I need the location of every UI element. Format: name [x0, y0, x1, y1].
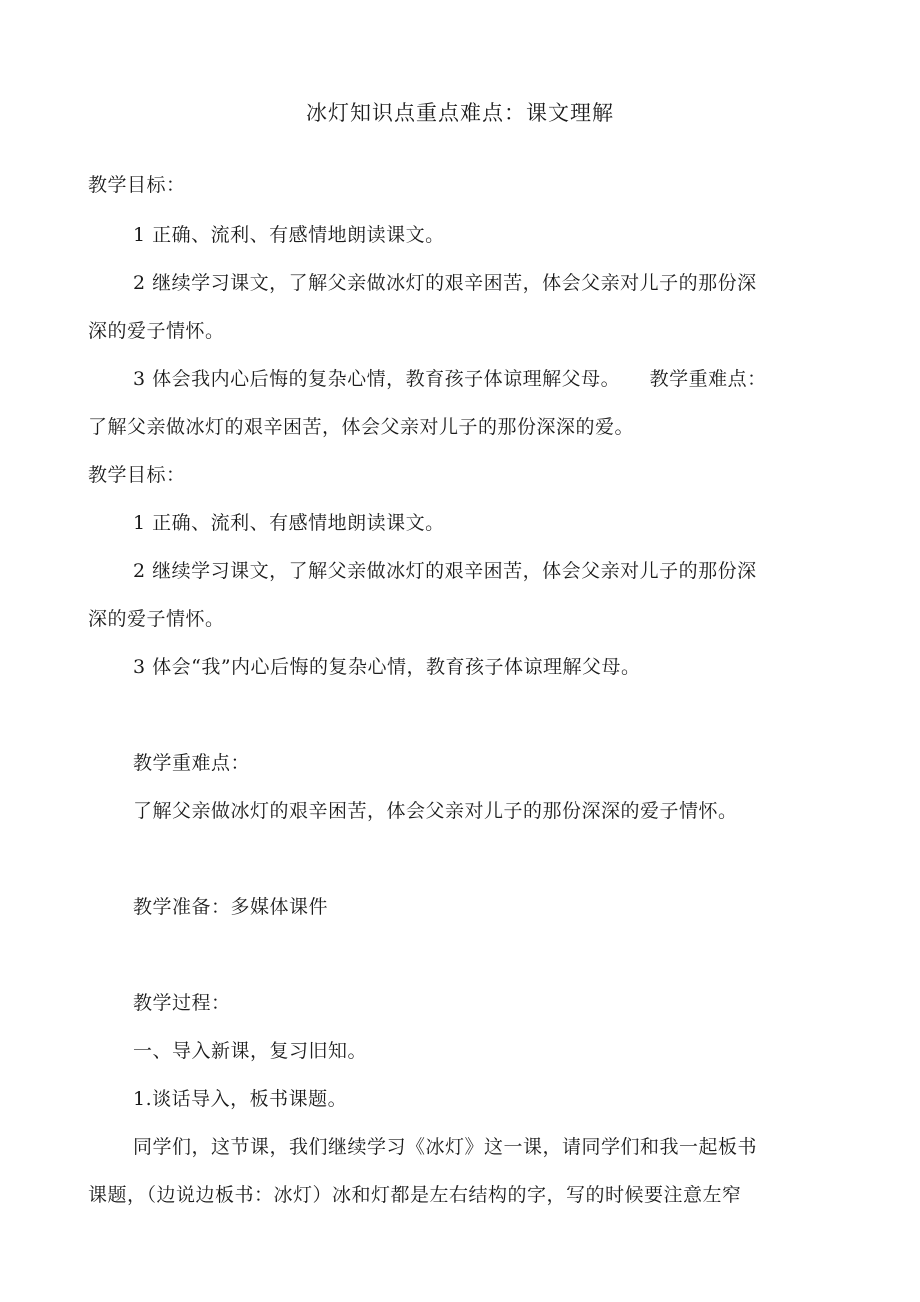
paragraph-line: 3 体会我内心后悔的复杂心情，教育孩子体谅理解父母。 教学重难点： [133, 368, 767, 390]
document-title: 冰灯知识点重点难点：课文理解 [306, 101, 614, 125]
paragraph-line: 深的爱子情怀。 [88, 608, 225, 630]
paragraph-line: 课题，（边说边板书：冰灯）冰和灯都是左右结构的字，写的时候要注意左窄 [88, 1184, 742, 1206]
paragraph-line: 2 继续学习课文，了解父亲做冰灯的艰辛困苦，体会父亲对儿子的那份深 [133, 272, 757, 294]
paragraph-line: 1 正确、流利、有感情地朗读课文。 [133, 512, 445, 534]
paragraph-line: 2 继续学习课文，了解父亲做冰灯的艰辛困苦，体会父亲对儿子的那份深 [133, 560, 757, 582]
paragraph-line: 1.谈话导入，板书课题。 [133, 1088, 348, 1110]
section-heading: 教学重难点： [133, 752, 251, 774]
paragraph-line: 了解父亲做冰灯的艰辛困苦，体会父亲对儿子的那份深深的爱子情怀。 [133, 800, 738, 822]
paragraph-line: 3 体会“我”内心后悔的复杂心情，教育孩子体谅理解父母。 [133, 656, 641, 678]
paragraph-line: 1 正确、流利、有感情地朗读课文。 [133, 224, 445, 246]
paragraph-line: 深的爱子情怀。 [88, 320, 225, 342]
paragraph-line: 教学目标： [88, 464, 186, 486]
section-heading: 教学过程： [133, 992, 231, 1014]
section-heading: 教学准备：多媒体课件 [133, 896, 329, 918]
paragraph-line: 了解父亲做冰灯的艰辛困苦，体会父亲对儿子的那份深深的爱。 [88, 416, 635, 438]
paragraph-line: 一、导入新课，复习旧知。 [133, 1040, 368, 1062]
paragraph-line: 教学目标： [88, 174, 186, 196]
paragraph-line: 同学们，这节课，我们继续学习《冰灯》这一课，请同学们和我一起板书 [133, 1136, 758, 1158]
